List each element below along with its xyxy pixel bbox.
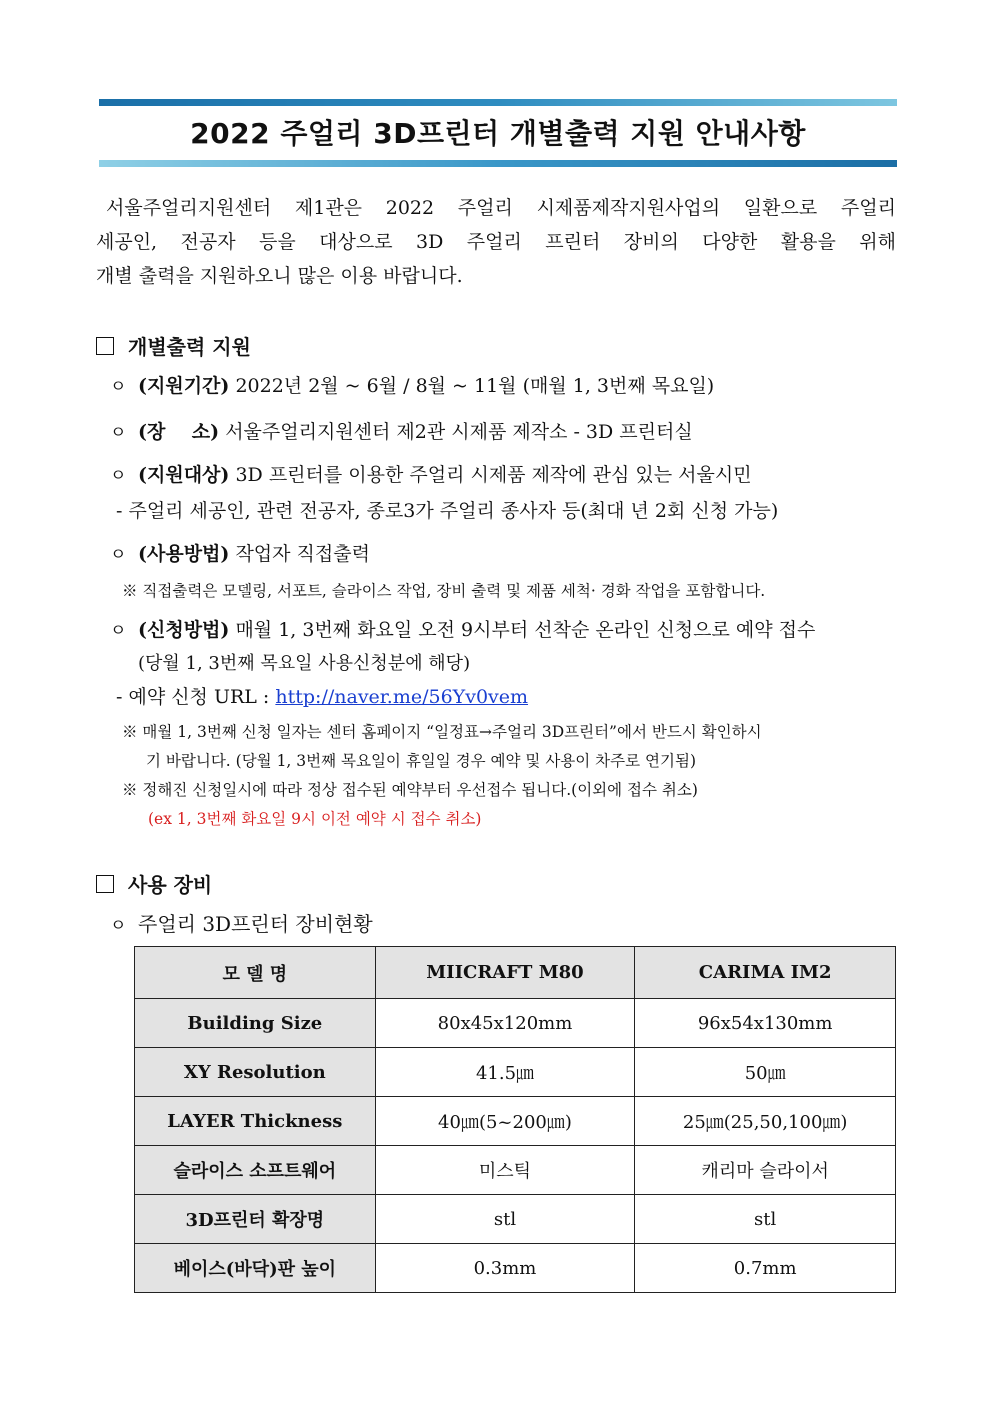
table-row	[135, 1244, 896, 1293]
period-text: 2022년 2월 ~ 6월 / 8월 ~ 11월 (매월 1, 3번째 목요일)	[235, 375, 715, 397]
row-label: LAYER Thickness	[135, 1097, 376, 1146]
table-row	[135, 1146, 896, 1195]
target-line	[110, 463, 752, 488]
table-cell: 0.7mm	[635, 1244, 896, 1293]
table-header: CARIMA IM2	[635, 947, 896, 999]
apply-note-1a: ※ 매월 1, 3번째 신청 일자는 센터 홈페이지 “일정표→주얼리 3D프린터”에서 반드시 확인하시	[122, 723, 762, 741]
table-row	[135, 999, 896, 1048]
table-cell: 40㎛(5~200㎛)	[375, 1097, 635, 1146]
table-cell: 캐리마 슬라이서	[635, 1146, 896, 1195]
apply-note-1b: 기 바랍니다. (당월 1, 3번째 목요일이 휴일일 경우 예약 및 사용이 차주로 연기됨)	[146, 752, 696, 770]
section-heading: 개별출력 지원	[128, 335, 251, 359]
checkbox-square-icon	[96, 875, 114, 893]
bullet-icon: ㅇ	[110, 916, 127, 936]
usage-note: ※ 직접출력은 모델링, 서포트, 슬라이스 작업, 장비 출력 및 제품 세척· 경화 작업을 포함합니다.	[122, 582, 766, 600]
table-cell: stl	[635, 1195, 896, 1244]
apply-url-line	[116, 685, 528, 709]
apply-text: 매월 1, 3번째 화요일 오전 9시부터 선착순 온라인 신청으로 예약 접수	[235, 619, 816, 641]
place-line	[110, 420, 693, 445]
apply-url-label: - 예약 신청 URL :	[116, 686, 276, 708]
table-cell: 50㎛	[635, 1048, 896, 1097]
section-heading: 사용 장비	[128, 873, 213, 897]
page-title: 2022 주얼리 3D프린터 개별출력 지원 안내사항	[190, 117, 806, 150]
period-line	[110, 374, 714, 399]
reservation-link[interactable]: http://naver.me/56Yv0vem	[275, 686, 529, 708]
apply-note-2: ※ 정해진 신청일시에 따라 정상 접수된 예약부터 우선접수 됩니다.(이외에 접수 취소)	[122, 781, 698, 799]
bullet-icon: ㅇ	[110, 466, 127, 486]
equipment-sub-line	[110, 912, 373, 938]
table-row	[135, 1048, 896, 1097]
table-header-row	[135, 947, 896, 999]
apply-note-3: (ex 1, 3번째 화요일 9시 이전 예약 시 접수 취소)	[148, 810, 482, 828]
table-row	[135, 1097, 896, 1146]
apply-label: (신청방법)	[138, 619, 230, 641]
section-equipment	[96, 872, 212, 898]
table-cell: 96x54x130mm	[635, 999, 896, 1048]
apply-line	[110, 618, 815, 643]
bullet-icon: ㅇ	[110, 545, 127, 565]
bullet-icon: ㅇ	[110, 377, 127, 397]
table-row	[135, 1195, 896, 1244]
place-text: 서울주얼리지원센터 제2관 시제품 제작소 - 3D 프린터실	[225, 421, 693, 443]
title-bar-top	[99, 99, 897, 106]
row-label: Building Size	[135, 999, 376, 1048]
equipment-sub: 주얼리 3D프린터 장비현황	[138, 912, 373, 936]
apply-text-2: (당월 1, 3번째 목요일 사용신청분에 해당)	[138, 653, 471, 674]
target-label: (지원대상)	[138, 464, 230, 486]
table-cell: 25㎛(25,50,100㎛)	[635, 1097, 896, 1146]
table-cell: 41.5㎛	[375, 1048, 635, 1097]
place-label: (장 소)	[138, 421, 220, 443]
intro-line-2: 세공인, 전공자 등을 대상으로 3D 주얼리 프린터 장비의 다양한 활용을 위해	[96, 231, 896, 253]
intro-line-3: 개별 출력을 지원하오니 많은 이용 바랍니다.	[96, 265, 463, 287]
table-cell: 미스틱	[375, 1146, 635, 1195]
period-label: (지원기간)	[138, 375, 230, 397]
target-sub: - 주얼리 세공인, 관련 전공자, 종로3가 주얼리 종사자 등(최대 년 2회 신청 가능)	[116, 500, 779, 522]
title-bar-bottom	[99, 160, 897, 167]
table-header: MIICRAFT M80	[375, 947, 635, 999]
row-label: 슬라이스 소프트웨어	[135, 1146, 376, 1195]
target-text: 3D 프린터를 이용한 주얼리 시제품 제작에 관심 있는 서울시민	[235, 464, 752, 486]
usage-text: 작업자 직접출력	[235, 543, 370, 565]
row-label: XY Resolution	[135, 1048, 376, 1097]
bullet-icon: ㅇ	[110, 423, 127, 443]
equipment-table	[134, 946, 896, 1293]
intro-line-1: 서울주얼리지원센터 제1관은 2022 주얼리 시제품제작지원사업의 일환으로 주얼리	[106, 197, 896, 219]
row-label: 베이스(바닥)판 높이	[135, 1244, 376, 1293]
checkbox-square-icon	[96, 337, 114, 355]
bullet-icon: ㅇ	[110, 621, 127, 641]
table-cell: 80x45x120mm	[375, 999, 635, 1048]
table-cell: 0.3mm	[375, 1244, 635, 1293]
usage-label: (사용방법)	[138, 543, 230, 565]
table-header: 모 델 명	[135, 947, 376, 999]
section-individual-output	[96, 334, 251, 360]
usage-line	[110, 542, 370, 567]
row-label: 3D프린터 확장명	[135, 1195, 376, 1244]
table-cell: stl	[375, 1195, 635, 1244]
